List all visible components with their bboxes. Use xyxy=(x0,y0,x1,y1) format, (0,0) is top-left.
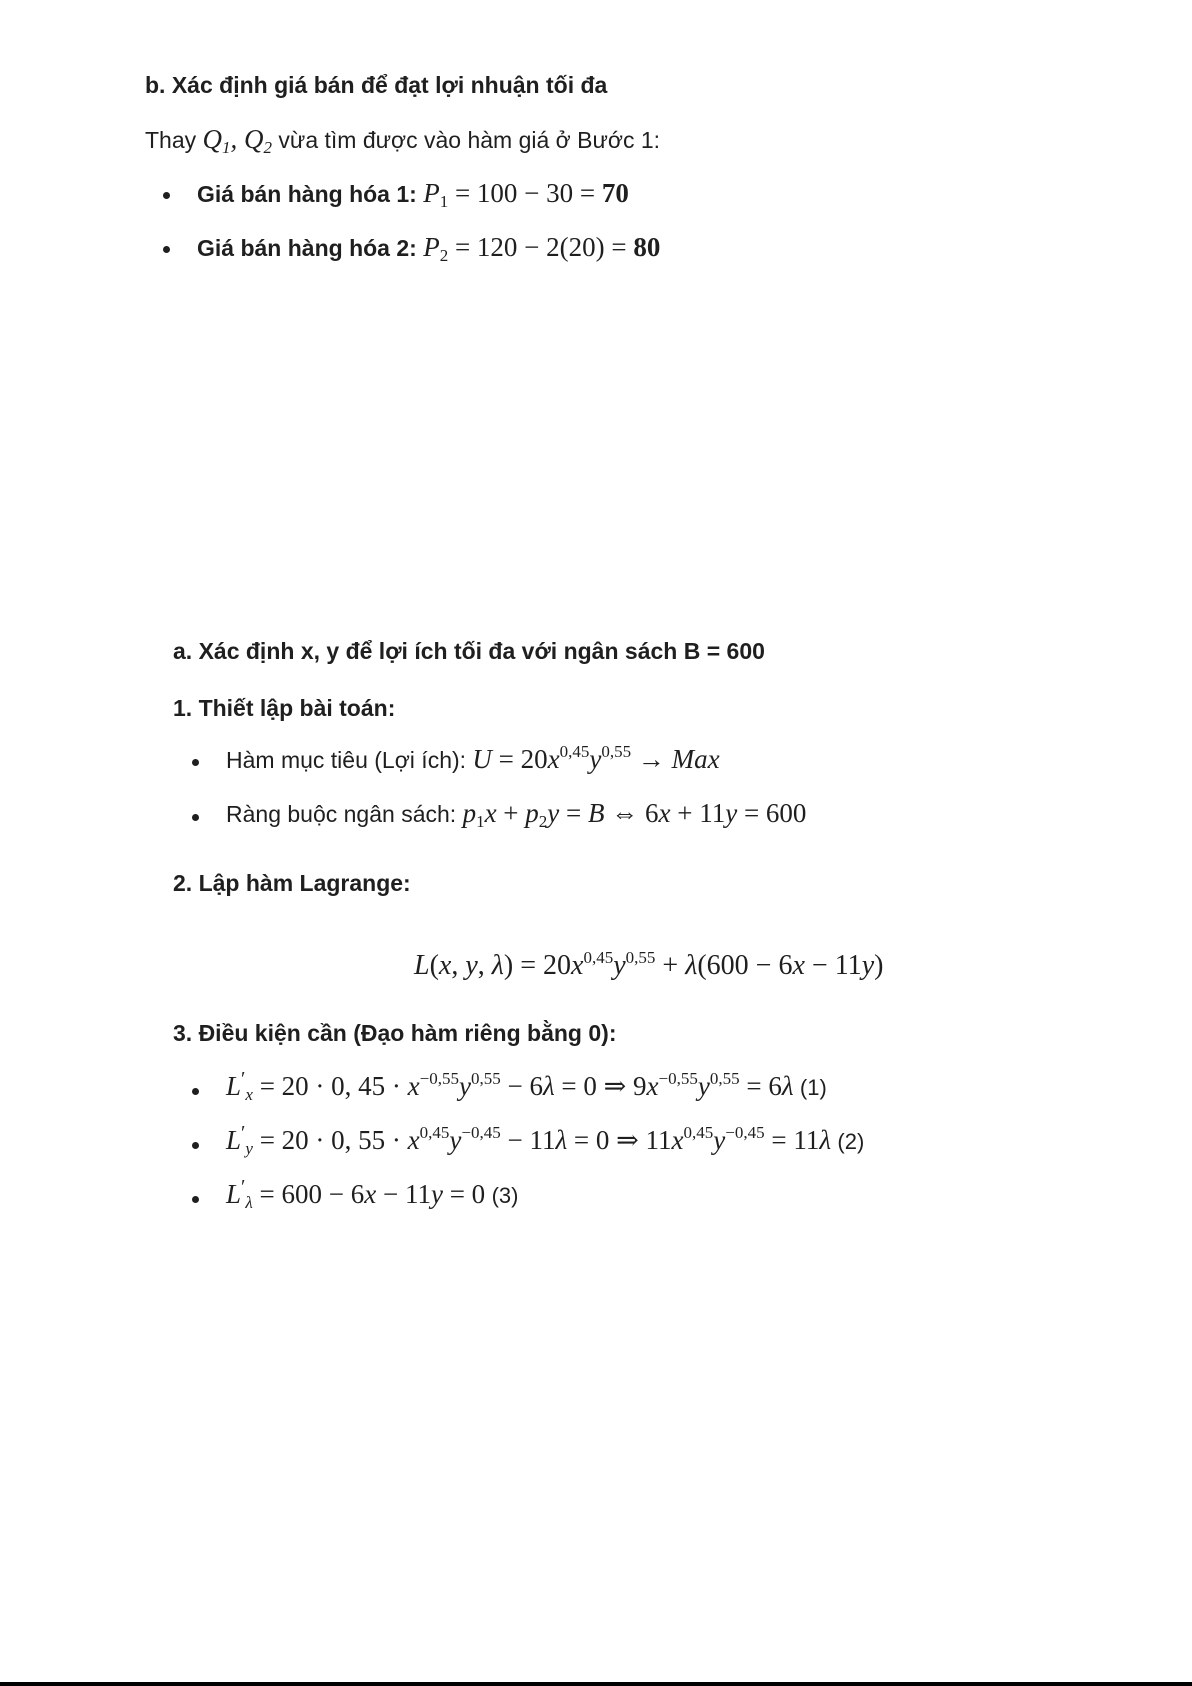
equation-tag: (1) xyxy=(799,1075,827,1100)
equation-tag: (2) xyxy=(837,1129,865,1154)
bottom-border xyxy=(0,1682,1192,1686)
intro-suffix: vừa tìm được vào hàm giá ở Bước 1: xyxy=(272,127,661,153)
lagrange-equation: L(x, y, $\lambda) = 20x^{0,45}y^{0,55} + \lambda(600 - 6x - 11y)$ xyxy=(414,948,884,981)
bullet xyxy=(192,1196,199,1203)
price-item-result: 80 xyxy=(633,232,661,262)
step1-heading: 1. Thiết lập bài toán: xyxy=(173,695,396,721)
section-b-intro xyxy=(145,124,660,155)
price-item-formula: $P_1 = 100 - 30 = 70$ xyxy=(423,178,629,211)
bullet xyxy=(192,1142,199,1149)
partial-derivative-x: $L'_x = 20 \cdot 0$, $45 \cdot x^{-0,55}y^{0,55} - 6\lambda = 0$ ⇒ $9x^{-0,55}y^{0,55} = 6\lambda$ (1) xyxy=(226,1068,827,1104)
price-item-formula: $P_2 = 120 - 2(20) = 80$ xyxy=(423,232,661,265)
bullet xyxy=(163,192,170,199)
objective-function xyxy=(226,744,720,775)
objective-label: Hàm mục tiêu (Lợi ích): xyxy=(226,747,473,773)
bullet xyxy=(192,759,199,766)
bullet xyxy=(192,814,199,821)
price-item-label: Giá bán hàng hóa 1: xyxy=(197,181,417,207)
constraint-label: Ràng buộc ngân sách: xyxy=(226,801,463,827)
step3-heading: 3. Điều kiện cần (Đạo hàm riêng bằng 0): xyxy=(173,1020,617,1046)
intro-q-vars: $Q_1$, $Q_2$ xyxy=(202,124,273,157)
partial-derivative-lambda: $L'_\lambda = 600 - 6x - 11y = 0$ (3) xyxy=(226,1176,519,1212)
constraint-formula: $p_1x + p_2y = B$ ⇔ 6x + 11y = 600 xyxy=(462,798,807,831)
section-a-heading: a. Xác định x, y để lợi ích tối đa với ngân sách B = 600 xyxy=(173,638,765,664)
bullet xyxy=(192,1088,199,1095)
objective-formula: $U = 20x^{0,45}y^{0,55}$ → Max xyxy=(472,742,720,774)
intro-prefix: Thay xyxy=(145,127,203,153)
price-item-result: 70 xyxy=(601,178,629,208)
budget-constraint xyxy=(226,798,806,829)
section-b-heading: b. Xác định giá bán để đạt lợi nhuận tối đa xyxy=(145,72,608,98)
price-item-2 xyxy=(197,232,660,263)
price-item-1 xyxy=(197,178,629,209)
bullet xyxy=(163,246,170,253)
step2-heading: 2. Lập hàm Lagrange: xyxy=(173,870,411,896)
price-item-label: Giá bán hàng hóa 2: xyxy=(197,235,417,261)
partial-derivative-y: $L'_y = 20 \cdot 0$, $55 \cdot x^{0,45}y^{-0,45} - 11\lambda = 0$ ⇒ $11x^{0,45}y^{-0,45} = 11\lambda$ (2) xyxy=(226,1122,865,1158)
equation-tag: (3) xyxy=(491,1183,519,1208)
